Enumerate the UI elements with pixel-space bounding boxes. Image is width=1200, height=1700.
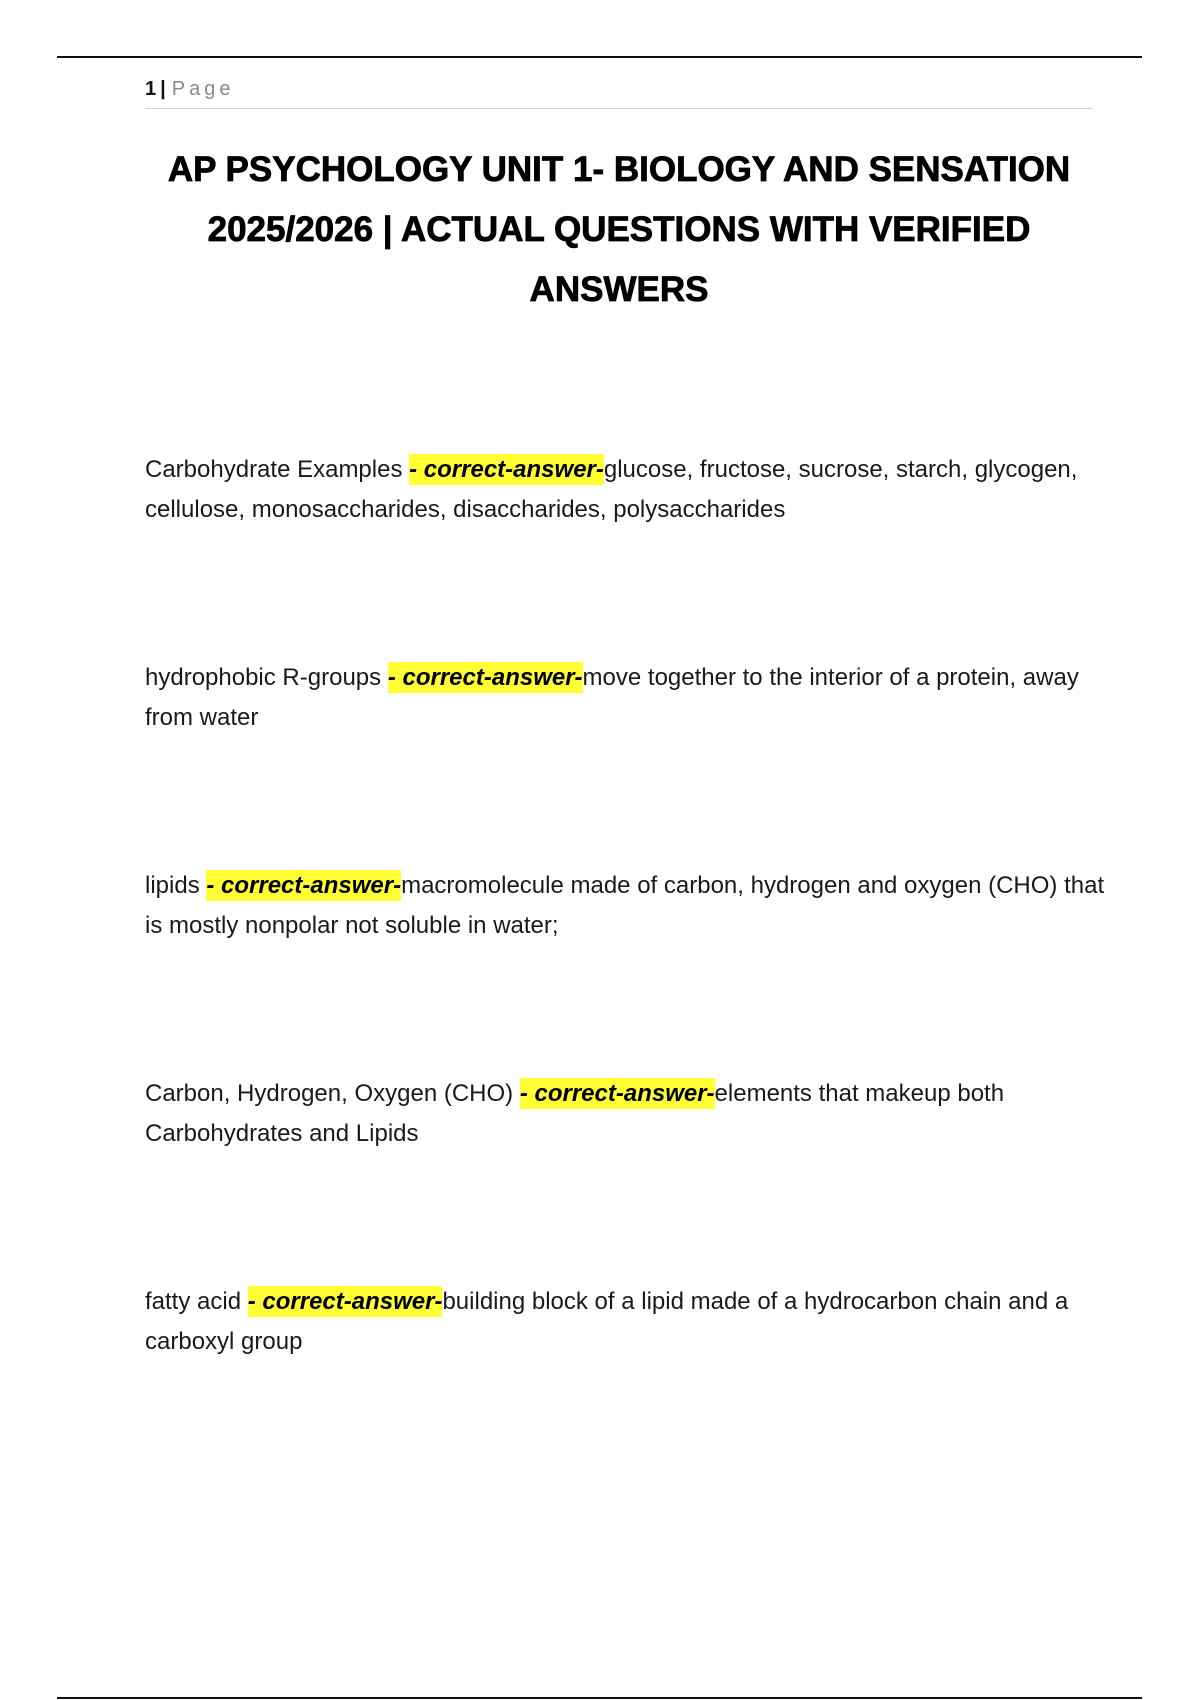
correct-answer-marker: - correct-answer-: [519, 1080, 715, 1107]
qa-term: lipids: [145, 872, 207, 899]
qa-answer: building block of a lipid made of a hydrocarbon chain and a carboxyl group: [145, 1288, 1069, 1355]
qa-answer: elements that makeup both Carbohydrates and Lipids: [145, 1080, 1005, 1147]
qa-term: fatty acid: [145, 1288, 248, 1315]
document-title: AP PSYCHOLOGY UNIT 1- BIOLOGY AND SENSATION 2025/2026 | ACTUAL QUESTIONS WITH VERIFIED ANSWERS: [167, 150, 1071, 309]
qa-answer: macromolecule made of carbon, hydrogen and oxygen (CHO) that is mostly nonpolar not soluble in water;: [145, 872, 1105, 939]
correct-answer-marker: - correct-answer-: [247, 1288, 443, 1315]
qa-answer: glucose, fructose, sucrose, starch, glycogen, cellulose, monosaccharides, disaccharides, polysaccharides: [145, 456, 1078, 523]
page-separator: |: [160, 78, 166, 100]
top-rule: [57, 56, 1142, 58]
page-header: [145, 74, 1092, 109]
page-number: 1: [145, 78, 157, 100]
page-label: Page: [171, 78, 235, 100]
qa-item-fatty-acid: [145, 1282, 1105, 1362]
correct-answer-marker: - correct-answer-: [206, 872, 402, 899]
qa-answer: move together to the interior of a protein, away from water: [145, 664, 1079, 731]
qa-term: Carbohydrate Examples: [145, 456, 410, 483]
correct-answer-marker: - correct-answer-: [409, 456, 604, 483]
qa-item-carbohydrate-examples: [145, 450, 1105, 530]
qa-item-carbon-hydrogen-oxygen: [145, 1074, 1105, 1154]
qa-term: hydrophobic R-groups: [145, 664, 388, 691]
qa-item-lipids: [145, 866, 1105, 946]
qa-term: Carbon, Hydrogen, Oxygen (CHO): [145, 1080, 520, 1107]
correct-answer-marker: - correct-answer-: [387, 664, 583, 691]
qa-item-hydrophobic-r-groups: [145, 658, 1105, 738]
bottom-rule: [57, 1697, 1142, 1699]
